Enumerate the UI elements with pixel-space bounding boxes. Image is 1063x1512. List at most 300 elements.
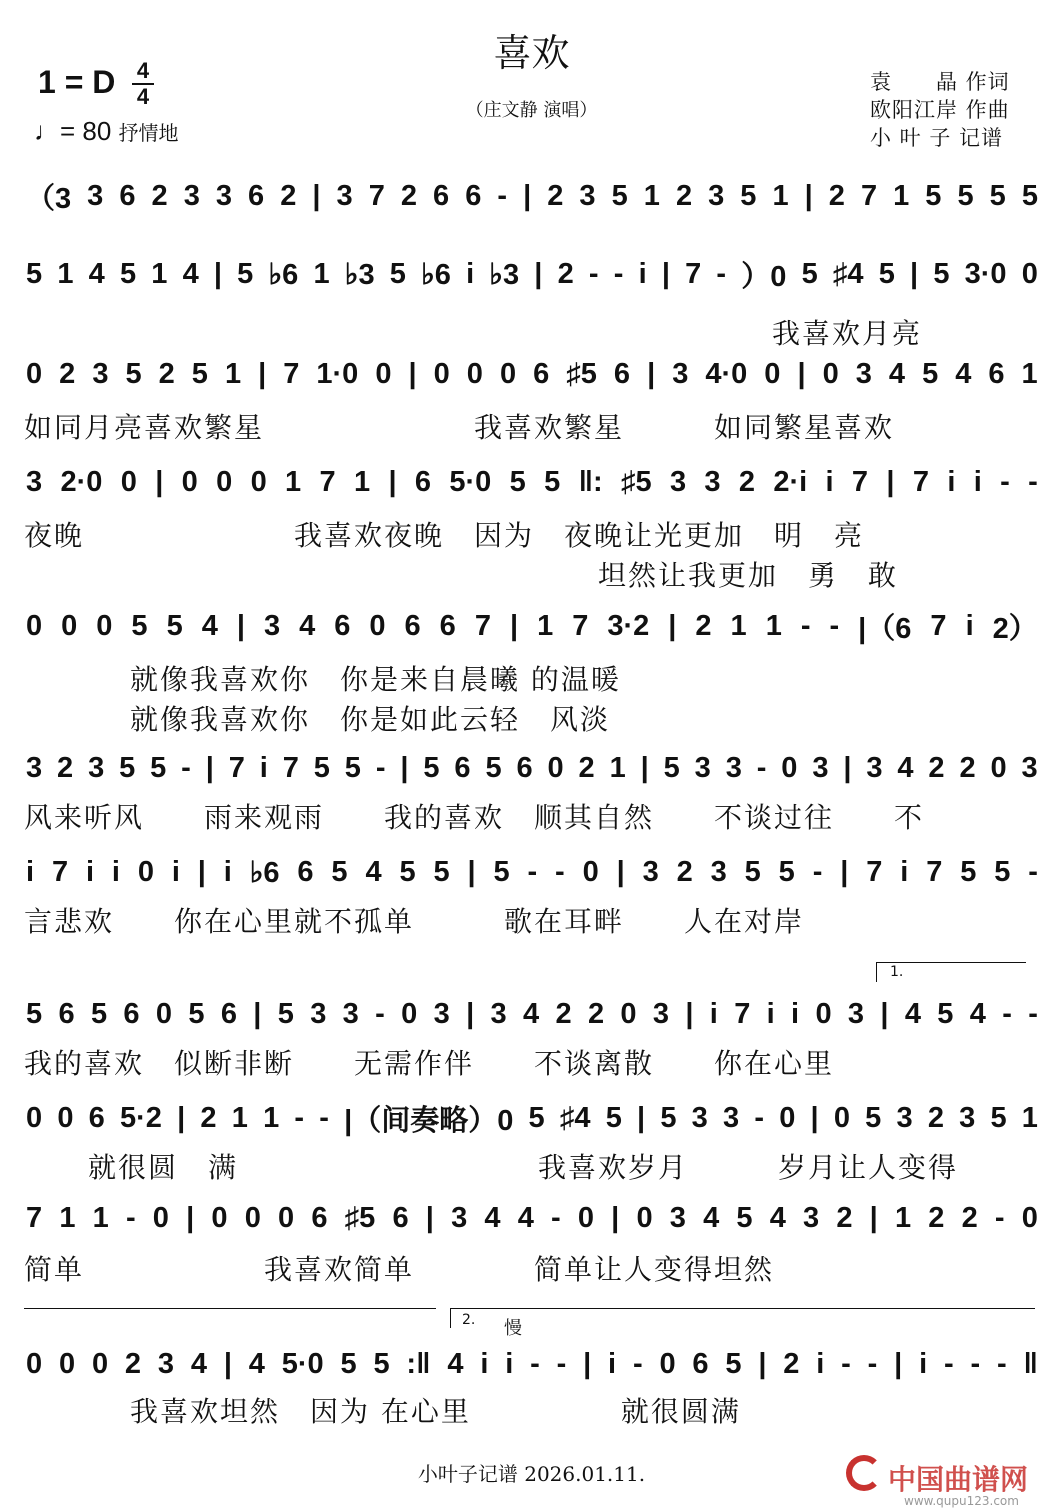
score-row-1 <box>26 176 1038 216</box>
note: 7 <box>851 465 869 498</box>
note: i <box>825 465 834 498</box>
note: 0 <box>636 1201 653 1234</box>
note: 2 <box>555 997 572 1030</box>
note: 0 <box>120 465 137 498</box>
note: ♭6 <box>249 856 280 889</box>
note: 1·0 <box>316 357 359 390</box>
score-row-2 <box>26 254 1038 294</box>
lyric-line: 就像我喜欢你 你是如此云轻 风淡 <box>130 703 611 736</box>
barline: | <box>840 855 849 888</box>
note: - <box>556 1347 567 1380</box>
score-row-4 <box>26 462 1038 502</box>
note: 5 <box>26 257 43 290</box>
note: 3 <box>812 751 829 784</box>
first-ending-label: 1. <box>890 964 904 980</box>
note: 7 <box>26 1201 43 1234</box>
tempo-marking <box>34 116 179 147</box>
note: 1 <box>1021 1101 1038 1134</box>
note: 3 <box>92 357 109 390</box>
note: 2 <box>578 751 595 784</box>
note: i <box>608 1347 617 1380</box>
barline: | <box>583 1347 592 1380</box>
note: 1 <box>643 179 660 212</box>
barline: | <box>640 751 649 784</box>
note: 2 <box>151 179 168 212</box>
note: 7 <box>228 751 245 784</box>
note: ♯4 <box>832 257 864 290</box>
note: 7 <box>51 855 69 888</box>
note: 7 <box>866 855 883 888</box>
note: 5 <box>423 751 440 784</box>
note: 3 <box>87 179 104 212</box>
barline: | <box>894 1347 903 1380</box>
note: - <box>497 179 508 212</box>
note: 1 <box>92 1201 109 1234</box>
note: 4 <box>517 1201 534 1234</box>
note: i <box>709 997 718 1030</box>
site-watermark: 中国曲谱网 <box>888 1463 1029 1496</box>
first-ending-bracket <box>876 962 1026 963</box>
note: 3 <box>88 751 105 784</box>
note: 0 <box>216 465 233 498</box>
note: 6 <box>88 1101 105 1134</box>
note: 5 <box>933 257 950 290</box>
note: 0 <box>815 997 832 1030</box>
note: 0 <box>781 751 798 784</box>
barline: | <box>534 257 543 290</box>
note: 3 <box>1021 751 1038 784</box>
note: 2 <box>961 1201 978 1234</box>
note: 6 <box>404 609 421 642</box>
note: - <box>588 257 599 290</box>
note: 5 <box>778 855 795 888</box>
note: 2 <box>280 179 297 212</box>
note: 5 <box>125 357 142 390</box>
note: i <box>973 465 982 498</box>
note: 3 <box>669 465 687 498</box>
note: 6 <box>613 357 631 390</box>
note: 5 <box>344 751 361 784</box>
barline: | <box>186 1201 195 1234</box>
note: 3 <box>433 997 450 1030</box>
note: 2 <box>675 179 693 212</box>
note: |（间奏略）0 <box>344 1104 514 1137</box>
score-row-5 <box>26 606 1038 646</box>
barline: | <box>388 465 397 498</box>
barline: | <box>223 1347 232 1380</box>
barline: | <box>685 997 694 1030</box>
note: 6 <box>58 997 75 1030</box>
note: 3 <box>451 1201 468 1234</box>
barline: | <box>668 609 677 642</box>
note: i <box>171 855 180 888</box>
note: 5 <box>660 1101 677 1134</box>
note: 2 <box>695 609 712 642</box>
note: 2 <box>676 855 693 888</box>
lyric-line: 坦然让我更加 勇 敢 <box>598 559 899 592</box>
note: 5 <box>611 179 628 212</box>
note: 4 <box>897 751 914 784</box>
note: 3 <box>157 1347 175 1380</box>
note: 4 <box>969 997 986 1030</box>
note: 7 <box>474 609 491 642</box>
note: - <box>1028 997 1038 1030</box>
first-ending-continuation <box>24 1308 436 1309</box>
note: 3 <box>708 179 725 212</box>
note: 5 <box>433 855 450 888</box>
note: ♯4 <box>559 1101 591 1134</box>
barline: ‖: <box>578 465 603 498</box>
note: 1 <box>1021 357 1038 390</box>
barline: | <box>869 1201 878 1234</box>
note: - <box>1002 997 1012 1030</box>
note: 4 <box>447 1347 464 1380</box>
barline: | <box>880 997 889 1030</box>
note: 3 <box>959 1101 976 1134</box>
note: 6 <box>454 751 471 784</box>
note: 5 <box>605 1101 622 1134</box>
note: - <box>530 1347 540 1380</box>
note: - <box>555 855 565 888</box>
note: 5 <box>399 855 416 888</box>
note: 3 <box>847 997 865 1030</box>
note: 2 <box>928 751 945 784</box>
note: 4 <box>88 257 105 290</box>
note: - <box>632 1347 643 1380</box>
note: i <box>259 751 268 784</box>
note: 1 <box>537 609 554 642</box>
note: 0 <box>499 357 517 390</box>
note: 0 <box>152 1201 169 1234</box>
note: 6 <box>433 179 450 212</box>
note: 2 <box>124 1347 142 1380</box>
note: 7 <box>368 179 385 212</box>
note: 1 <box>224 357 242 390</box>
note: 3 <box>310 997 327 1030</box>
footer-note: 小叶子记谱 2026.01.11. <box>417 1462 646 1486</box>
note: 1 <box>353 465 371 498</box>
note: 5 <box>150 751 167 784</box>
lyric-line: 风来听风 雨来观雨 我的喜欢 顺其自然 不谈过往 不 <box>24 801 925 834</box>
note: - <box>867 1347 878 1380</box>
note: 3 <box>710 855 727 888</box>
note: 5·0 <box>281 1347 324 1380</box>
note: - <box>294 1101 305 1134</box>
note: 5 <box>509 465 526 498</box>
note: 0 <box>833 1101 850 1134</box>
note: 5 <box>119 257 137 290</box>
note: 5 <box>994 855 1011 888</box>
barline: | <box>886 465 895 498</box>
note: 2 <box>928 1201 945 1234</box>
note: 6 <box>297 855 314 888</box>
note: 7 <box>283 357 300 390</box>
barline: | <box>258 357 267 390</box>
note: 2） <box>992 612 1038 645</box>
barline: | <box>661 257 670 290</box>
note: - <box>812 855 823 888</box>
note: 5 <box>485 751 502 784</box>
note: 4 <box>484 1201 501 1234</box>
note: 2 <box>783 1347 800 1380</box>
time-signature-top: 4 <box>136 58 150 83</box>
note: 5 <box>237 257 254 290</box>
note: 0 <box>61 609 78 642</box>
note: 0 <box>96 609 113 642</box>
note: 4 <box>955 357 972 390</box>
lyric-line: 夜晚 我喜欢夜晚 因为 夜晚让光更加 明 亮 <box>24 519 865 552</box>
note: 7 <box>282 751 299 784</box>
note: 5 <box>801 257 818 290</box>
note: 7 <box>572 609 589 642</box>
note: ♯5 <box>344 1201 376 1234</box>
barline: | <box>213 257 222 290</box>
note: 0 <box>369 609 386 642</box>
note: 2·0 <box>60 465 103 498</box>
barline: | <box>408 357 417 390</box>
note: i <box>466 257 475 290</box>
note: 1 <box>285 465 302 498</box>
note: - <box>754 1101 764 1134</box>
note: 3 <box>336 179 353 212</box>
note: 0 <box>990 751 1007 784</box>
barline: | <box>910 257 919 290</box>
note: 3 <box>896 1101 913 1134</box>
note: 0 <box>137 855 154 888</box>
note: 0 <box>1021 257 1038 290</box>
time-signature <box>132 60 154 108</box>
second-ending-label: 2. <box>462 1312 476 1328</box>
note: - <box>375 997 385 1030</box>
note: 6 <box>414 465 432 498</box>
note: 6 <box>692 1347 709 1380</box>
note: 5 <box>544 465 561 498</box>
note: 0 <box>58 1347 76 1380</box>
lyric-line: 我喜欢月亮 <box>772 317 923 350</box>
barline: | <box>400 751 409 784</box>
note: 3 <box>803 1201 820 1234</box>
note: 0 <box>375 357 392 390</box>
note: 5 <box>960 855 977 888</box>
score-row-11 <box>26 1344 1038 1384</box>
site-url: www.qupu123.com <box>904 1494 1019 1508</box>
note: 1 <box>772 179 789 212</box>
note: 5 <box>663 751 680 784</box>
note: 3 <box>691 1101 708 1134</box>
note: i <box>900 855 909 888</box>
note: 0 <box>26 1101 43 1134</box>
note: 5 <box>957 179 974 212</box>
note: 3 <box>342 997 359 1030</box>
note: 3·2 <box>607 609 650 642</box>
note: i <box>965 609 974 642</box>
site-logo-icon <box>846 1455 882 1491</box>
lyric-line: 就很圆 满 我喜欢岁月 岁月让人变得 <box>88 1151 959 1184</box>
note: 4·0 <box>705 357 748 390</box>
note: ♭3 <box>489 258 520 291</box>
note: ♭3 <box>344 258 375 291</box>
lyric-line: 我喜欢坦然 因为 在心里 就很圆满 <box>130 1395 741 1428</box>
score-row-8 <box>26 994 1038 1034</box>
note: 3 <box>579 179 596 212</box>
note: 3 <box>725 751 742 784</box>
note: i <box>223 855 232 888</box>
barline: | <box>797 357 806 390</box>
note: 5 <box>26 997 43 1030</box>
note: |（6 <box>858 612 912 645</box>
note: 0 <box>26 1347 43 1380</box>
lyric-line: 简单 我喜欢简单 简单让人变得坦然 <box>24 1253 775 1286</box>
barline: | <box>843 751 852 784</box>
note: 0 <box>211 1201 228 1234</box>
note: 7 <box>926 855 943 888</box>
note: ♭6 <box>268 258 299 291</box>
note: 5 <box>340 1347 357 1380</box>
note: 4 <box>365 855 382 888</box>
barline: | <box>758 1347 767 1380</box>
composer-credit: 欧阳江岸 作曲 <box>870 98 1010 122</box>
note: 6 <box>311 1201 328 1234</box>
note: 0 <box>466 357 483 390</box>
note: - <box>997 1347 1007 1380</box>
barline: | <box>205 751 214 784</box>
note: 0 <box>764 357 781 390</box>
note: 6 <box>516 751 533 784</box>
note: 5 <box>313 751 330 784</box>
note: 2 <box>200 1101 217 1134</box>
tempo-value: ♩= 80 <box>34 116 112 146</box>
note: 5 <box>528 1101 545 1134</box>
note: - <box>613 257 624 290</box>
score-row-7 <box>26 852 1038 892</box>
note: i <box>791 997 800 1030</box>
note: 2 <box>59 357 76 390</box>
note: 5 <box>865 1101 882 1134</box>
barline: | <box>611 1201 620 1234</box>
note: 6 <box>248 179 265 212</box>
note: 1 <box>231 1101 248 1134</box>
note: 5 <box>925 179 942 212</box>
note: i <box>85 855 95 888</box>
note: 3 <box>215 179 232 212</box>
note: 0 <box>779 1101 796 1134</box>
note: 6 <box>439 609 456 642</box>
note: 2 <box>557 257 574 290</box>
note: 1 <box>263 1101 280 1134</box>
note: 2 <box>738 465 756 498</box>
note: i <box>947 465 956 498</box>
note: 5 <box>736 1201 753 1234</box>
note: 6 <box>988 357 1005 390</box>
note: 2 <box>57 751 74 784</box>
note: 0 <box>26 357 43 390</box>
note: 1 <box>313 257 330 290</box>
note: - <box>125 1201 136 1234</box>
note: 5 <box>131 609 148 642</box>
barline: | <box>637 1101 646 1134</box>
note: 3 <box>183 179 200 212</box>
time-signature-bottom: 4 <box>136 84 150 109</box>
first-ending-left <box>876 962 877 982</box>
mood-marking: 抒情地 <box>118 121 179 145</box>
note: 4 <box>299 609 316 642</box>
note: 4 <box>523 997 540 1030</box>
note: 0 <box>401 997 418 1030</box>
note: 6 <box>334 609 351 642</box>
transcriber-credit: 小 叶 子 记谱 <box>870 126 1004 150</box>
note: 0 <box>155 997 173 1030</box>
note: 1 <box>730 609 747 642</box>
note: 5 <box>90 997 108 1030</box>
note: 1 <box>151 257 168 290</box>
note: 4 <box>201 609 218 642</box>
note: - <box>756 751 767 784</box>
barline: | <box>466 997 475 1030</box>
note: 0 <box>181 465 198 498</box>
note: 0 <box>659 1347 676 1380</box>
note: 6 <box>119 179 136 212</box>
note: 5 <box>878 257 895 290</box>
note: 0 <box>547 751 564 784</box>
note: 2·i <box>773 465 808 498</box>
slow-marking: 慢 <box>504 1318 522 1339</box>
note: 2 <box>828 179 845 212</box>
note: 5 <box>191 357 208 390</box>
note: - <box>527 855 538 888</box>
barline: | <box>177 1101 186 1134</box>
performer-line: （庄文静 演唱） <box>465 100 598 121</box>
lyric-line: 如同月亮喜欢繁星 我喜欢繁星 如同繁星喜欢 <box>24 411 895 444</box>
note: 5 <box>119 751 136 784</box>
score-row-9 <box>26 1098 1038 1138</box>
second-ending-left <box>450 1308 451 1328</box>
note: 0 <box>244 1201 261 1234</box>
score-row-6 <box>26 748 1038 788</box>
note: ）0 <box>741 260 787 293</box>
score-row-3 <box>26 354 1038 394</box>
note: 5 <box>725 1347 742 1380</box>
note: 3 <box>723 1101 740 1134</box>
note: 6 <box>123 997 140 1030</box>
barline: | <box>467 855 476 888</box>
note: 6 <box>465 179 482 212</box>
barline: | <box>647 357 656 390</box>
note: 0 <box>433 357 450 390</box>
barline: :‖ <box>406 1347 431 1380</box>
barline: | <box>312 179 321 212</box>
note: 1 <box>765 609 782 642</box>
note: 5 <box>493 855 510 888</box>
note: 5·2 <box>119 1101 162 1134</box>
note: i <box>816 1347 825 1380</box>
note: i <box>26 855 35 888</box>
note: 2 <box>587 997 605 1030</box>
note: ♯5 <box>620 465 652 498</box>
note: 3 <box>672 357 689 390</box>
note: 3 <box>855 357 872 390</box>
note: - <box>375 751 386 784</box>
note: 5 <box>331 855 348 888</box>
note: 5·0 <box>449 465 492 498</box>
note: 5 <box>373 1347 390 1380</box>
note: 3 <box>652 997 670 1030</box>
note: 1 <box>894 1201 912 1234</box>
note: 5 <box>922 357 939 390</box>
note: 0 <box>1021 1201 1038 1234</box>
note: 5 <box>188 997 205 1030</box>
note: - <box>716 257 727 290</box>
note: 0 <box>822 357 839 390</box>
